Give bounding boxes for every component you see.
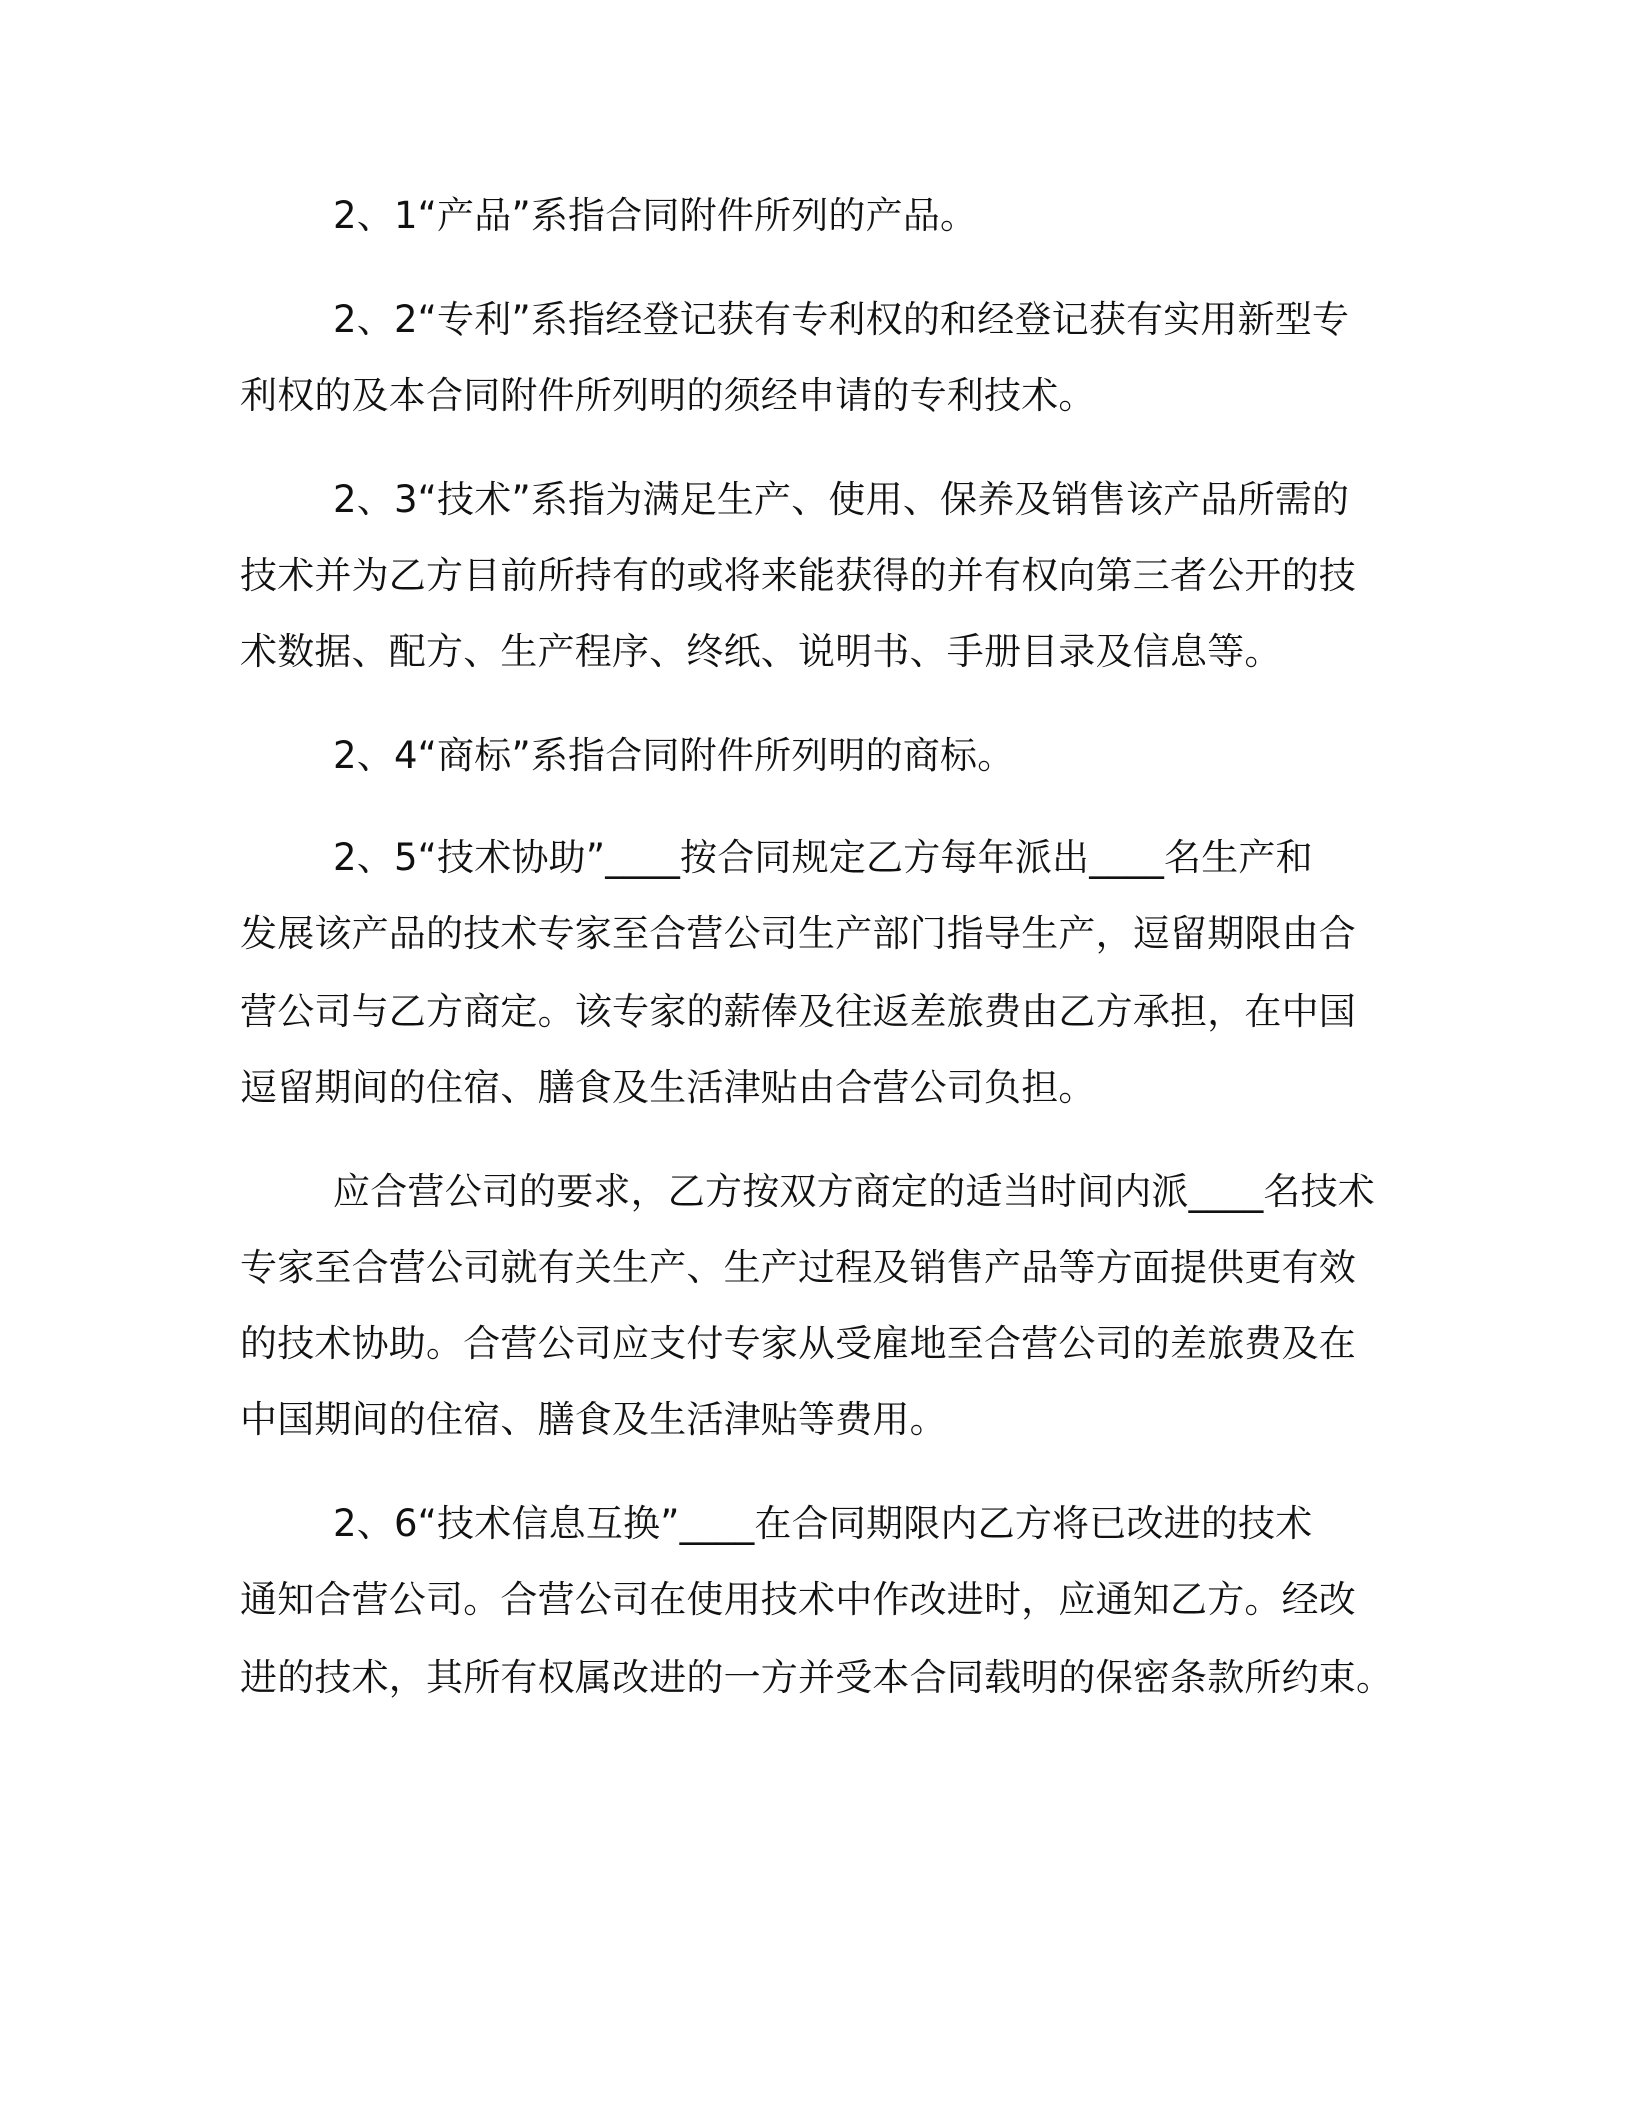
paragraph-2-2-line-1: 2、2“专利”系指经登记获有专利权的和经登记获有实用新型专 — [333, 298, 1350, 341]
paragraph-2-6-line-1: 2、6“技术信息互换”____在合同期限内乙方将已改进的技术 — [333, 1502, 1313, 1545]
paragraph-2-1-line-1: 2、1“产品”系指合同附件所列的产品。 — [333, 194, 978, 237]
paragraph-assistance-line-2: 专家至合营公司就有关生产、生产过程及销售产品等方面提供更有效 — [240, 1246, 1356, 1289]
paragraph-assistance-line-3: 的技术协助。合营公司应支付专家从受雇地至合营公司的差旅费及在 — [240, 1322, 1356, 1365]
paragraph-2-5-line-4: 逗留期间的住宿、膳食及生活津贴由合营公司负担。 — [240, 1066, 1096, 1109]
paragraph-assistance-line-1: 应合营公司的要求，乙方按双方商定的适当时间内派____名技术 — [333, 1170, 1375, 1213]
paragraph-2-6-line-2: 通知合营公司。合营公司在使用技术中作改进时，应通知乙方。经改 — [240, 1578, 1356, 1621]
paragraph-2-5-line-3: 营公司与乙方商定。该专家的薪俸及往返差旅费由乙方承担，在中国 — [240, 990, 1356, 1033]
paragraph-2-3-line-2: 技术并为乙方目前所持有的或将来能获得的并有权向第三者公开的技 — [240, 554, 1356, 597]
paragraph-2-4-line-1: 2、4“商标”系指合同附件所列明的商标。 — [333, 734, 1015, 777]
paragraph-2-5-line-1: 2、5“技术协助”____按合同规定乙方每年派出____名生产和 — [333, 836, 1313, 879]
paragraph-assistance-line-4: 中国期间的住宿、膳食及生活津贴等费用。 — [240, 1398, 947, 1441]
paragraph-2-2-line-2: 利权的及本合同附件所列明的须经申请的专利技术。 — [240, 374, 1096, 417]
paragraph-2-3-line-1: 2、3“技术”系指为满足生产、使用、保养及销售该产品所需的 — [333, 478, 1350, 521]
paragraph-2-3-line-3: 术数据、配方、生产程序、终纸、说明书、手册目录及信息等。 — [240, 630, 1282, 673]
paragraph-2-5-line-2: 发展该产品的技术专家至合营公司生产部门指导生产，逗留期限由合 — [240, 912, 1356, 955]
paragraph-2-6-line-3: 进的技术，其所有权属改进的一方并受本合同载明的保密条款所约束。 — [240, 1656, 1394, 1699]
